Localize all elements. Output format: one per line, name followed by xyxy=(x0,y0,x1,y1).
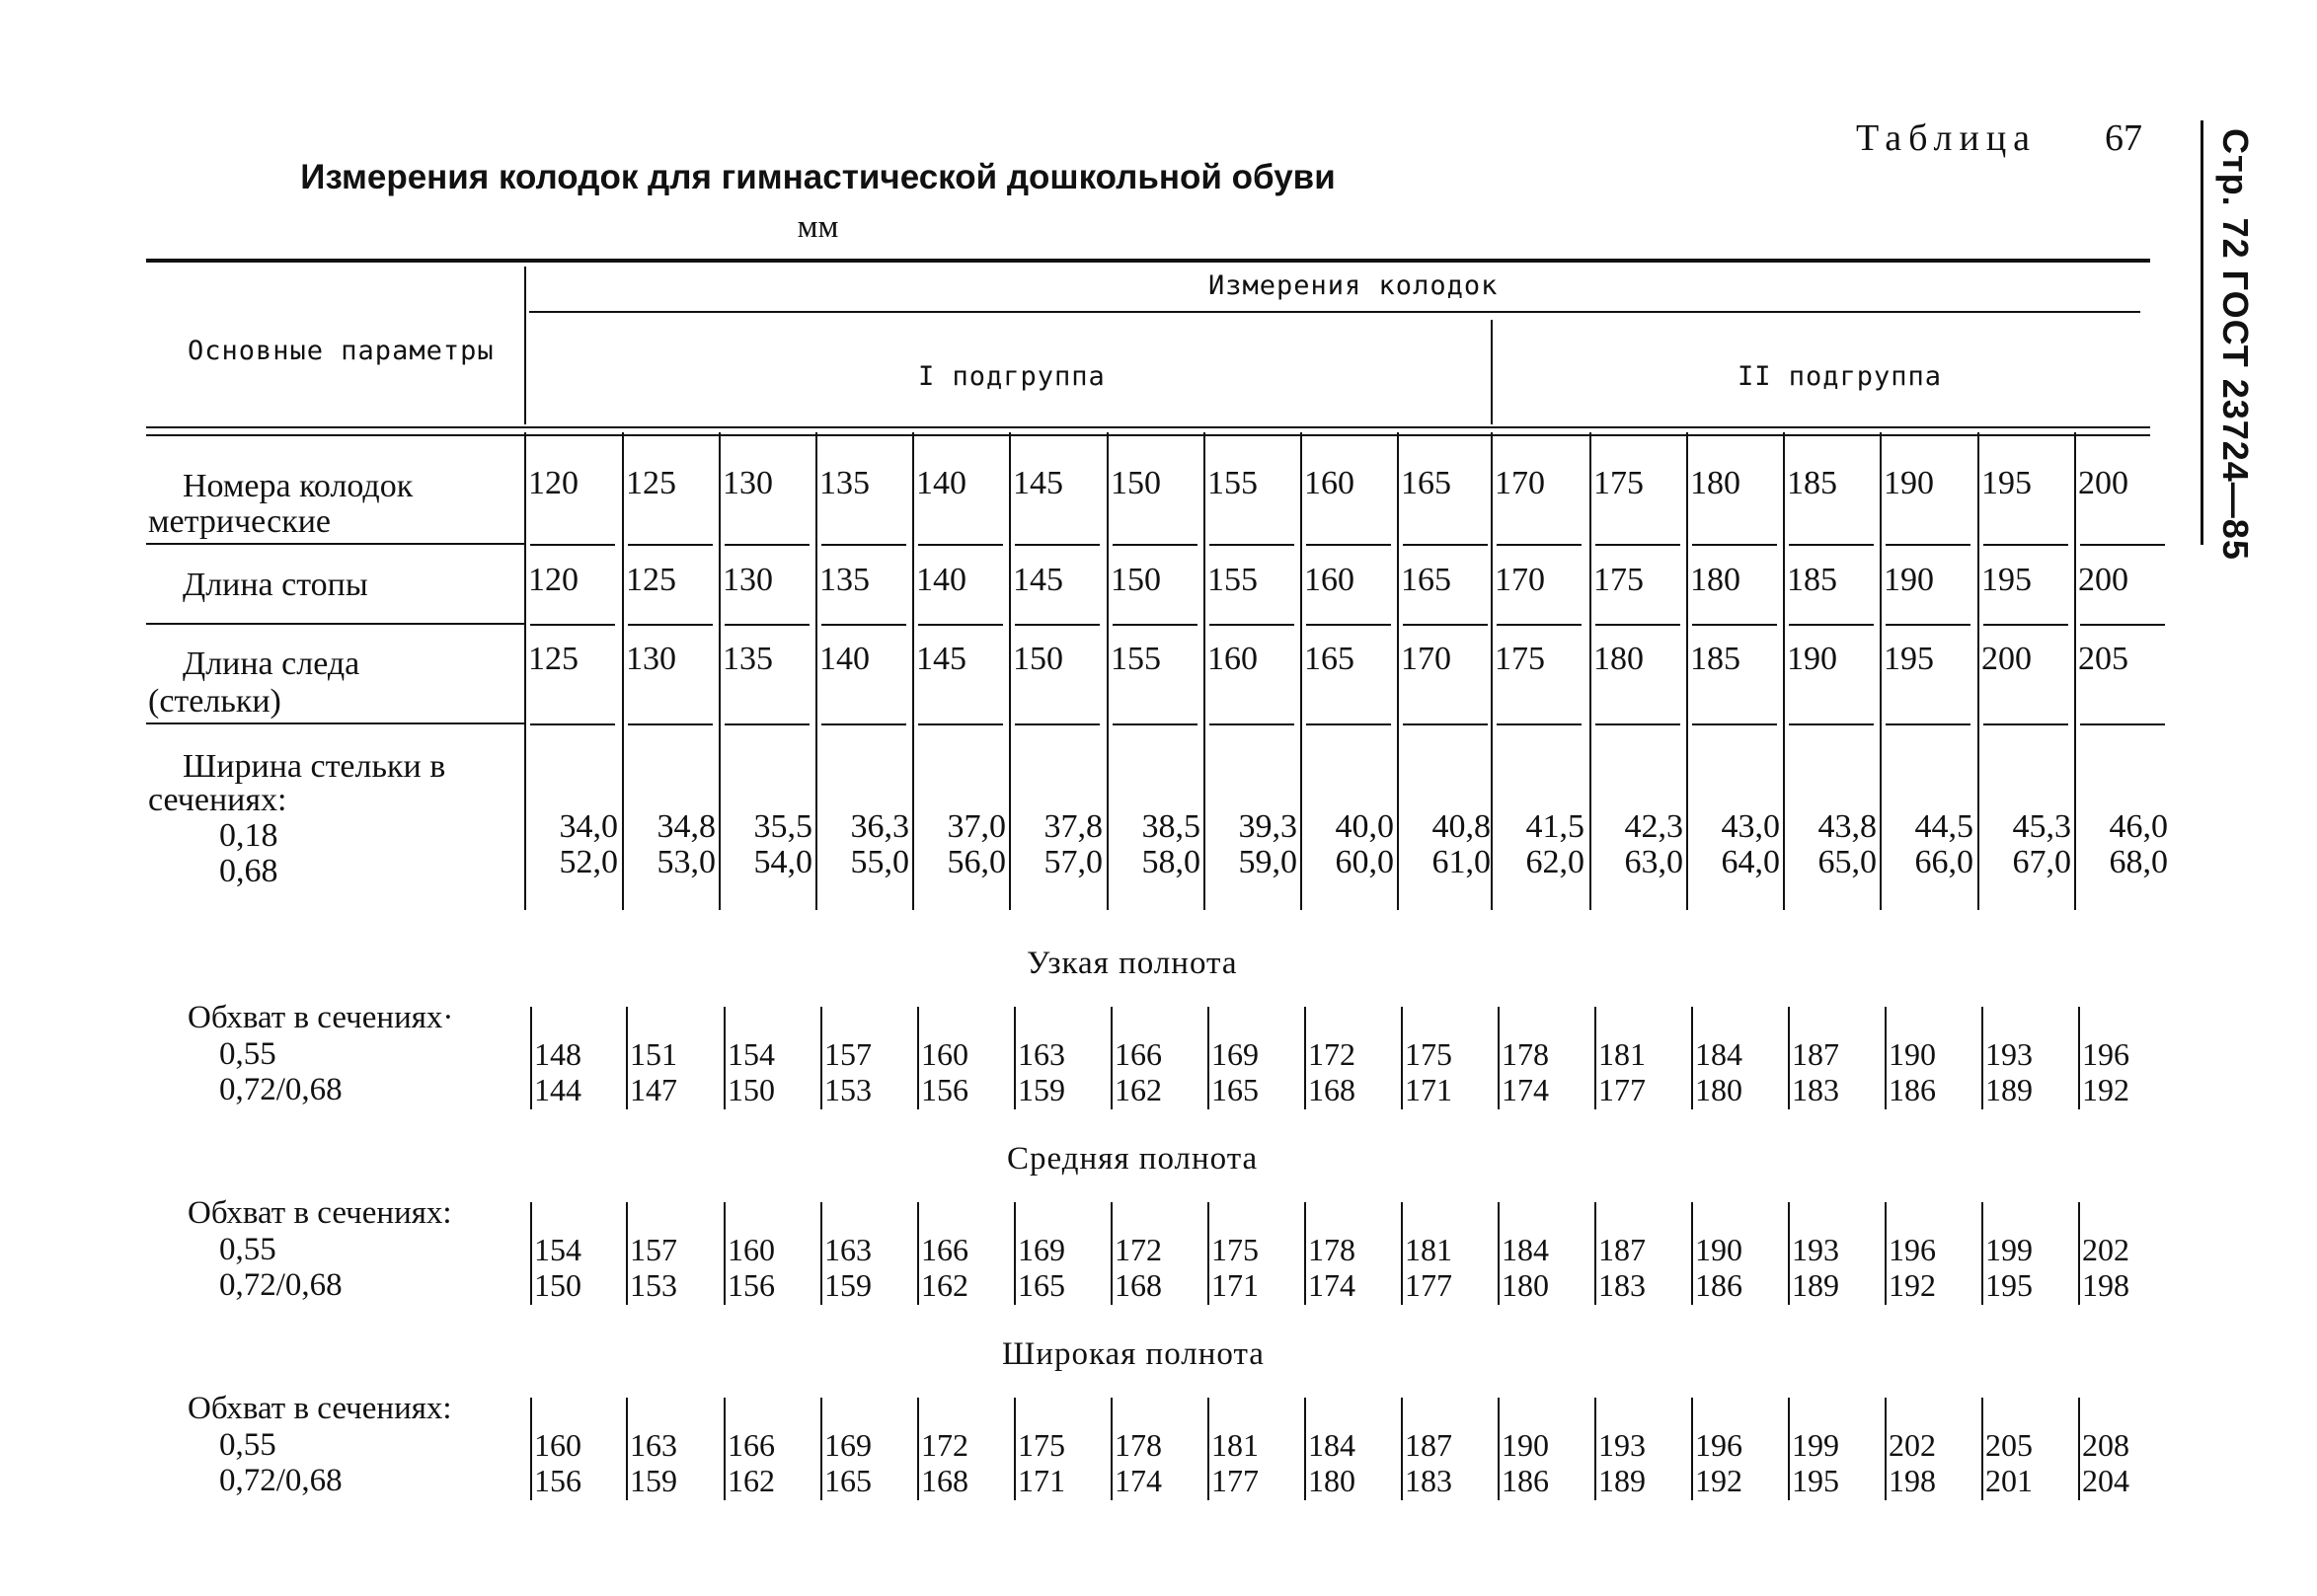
cell-rule xyxy=(918,723,1003,725)
cell-rule xyxy=(1403,544,1488,546)
table-label: Таблица xyxy=(1856,117,2038,159)
shirina-018-value: 35,5 xyxy=(753,808,812,845)
cell-rule xyxy=(530,544,615,546)
girth-value-055: 166 xyxy=(921,1232,968,1267)
shirina-068-value: 67,0 xyxy=(2012,844,2071,880)
girth-value-072: 180 xyxy=(1695,1072,1742,1107)
girth-value-055: 187 xyxy=(1792,1036,1839,1072)
dlina-stopy-value: 145 xyxy=(1013,562,1063,598)
girth-label: Обхват в сечениях· xyxy=(188,1000,454,1035)
girth-value-072: 186 xyxy=(1695,1267,1742,1303)
girth-value-072: 183 xyxy=(1405,1463,1452,1498)
dlina-stopy-value: 155 xyxy=(1207,562,1258,598)
row-rule-sleda xyxy=(146,722,524,724)
cell-rule xyxy=(1306,723,1391,725)
girth-value-055: 166 xyxy=(1115,1036,1162,1072)
girth-value-072: 195 xyxy=(1985,1267,2033,1303)
girth-value-055: 178 xyxy=(1308,1232,1355,1267)
girth-value-055: 196 xyxy=(1889,1232,1936,1267)
dlina-sleda-value: 135 xyxy=(723,641,773,677)
nomer-value: 185 xyxy=(1787,465,1837,501)
girth-value-055: 169 xyxy=(1211,1036,1259,1072)
girth-value-055: 184 xyxy=(1502,1232,1549,1267)
shirina-068-value: 66,0 xyxy=(1914,844,1973,880)
cell-rule xyxy=(1497,624,1582,626)
nomer-value: 120 xyxy=(528,465,579,501)
girth-value-055: 157 xyxy=(630,1232,677,1267)
girth-label-072: 0,72/0,68 xyxy=(219,1463,343,1498)
dlina-sleda-value: 205 xyxy=(2078,641,2128,677)
cell-rule xyxy=(628,723,713,725)
girth-value-072: 192 xyxy=(2082,1072,2129,1107)
dlina-stopy-value: 165 xyxy=(1401,562,1451,598)
section-title: Узкая полнота xyxy=(1027,946,1238,981)
cell-rule xyxy=(2080,624,2165,626)
cell-rule xyxy=(1209,624,1294,626)
girth-value-055: 172 xyxy=(1308,1036,1355,1072)
dlina-stopy-value: 135 xyxy=(819,562,870,598)
girth-value-072: 165 xyxy=(1211,1072,1259,1107)
cell-rule xyxy=(1015,624,1100,626)
girth-value-055: 148 xyxy=(534,1036,581,1072)
row-label-nomer-2: метрические xyxy=(148,503,332,540)
girth-value-072: 183 xyxy=(1598,1267,1646,1303)
cell-rule xyxy=(1789,624,1874,626)
girth-value-072: 147 xyxy=(630,1072,677,1107)
dlina-sleda-value: 195 xyxy=(1884,641,1934,677)
cell-rule xyxy=(2080,723,2165,725)
dlina-sleda-value: 185 xyxy=(1690,641,1740,677)
cell-rule xyxy=(918,544,1003,546)
nomer-value: 165 xyxy=(1401,465,1451,501)
girth-value-072: 189 xyxy=(1792,1267,1839,1303)
nomer-value: 135 xyxy=(819,465,870,501)
girth-value-072: 174 xyxy=(1115,1463,1162,1498)
nomer-value: 190 xyxy=(1884,465,1934,501)
dlina-stopy-value: 180 xyxy=(1690,562,1740,598)
girth-value-055: 175 xyxy=(1018,1427,1065,1463)
shirina-018-value: 40,8 xyxy=(1431,808,1491,845)
girth-value-055: 169 xyxy=(824,1427,872,1463)
row-label-shirina-2: сечениях: xyxy=(148,782,287,818)
table-number: 67 xyxy=(2105,117,2142,159)
cell-rule xyxy=(1497,723,1582,725)
section-title: Широкая полнота xyxy=(1002,1336,1265,1372)
nomer-value: 170 xyxy=(1495,465,1545,501)
dlina-stopy-value: 190 xyxy=(1884,562,1934,598)
shirina-018-value: 39,3 xyxy=(1238,808,1297,845)
girth-value-072: 177 xyxy=(1211,1463,1259,1498)
shirina-068-value: 63,0 xyxy=(1624,844,1683,880)
cell-rule xyxy=(1306,544,1391,546)
girth-value-055: 163 xyxy=(1018,1036,1065,1072)
row-label-shirina-068: 0,68 xyxy=(219,853,278,889)
cell-rule xyxy=(821,723,906,725)
girth-value-055: 199 xyxy=(1985,1232,2033,1267)
girth-value-072: 186 xyxy=(1502,1463,1549,1498)
side-rule xyxy=(2201,120,2203,545)
girth-value-072: 144 xyxy=(534,1072,581,1107)
girth-value-072: 162 xyxy=(728,1463,775,1498)
girth-value-055: 187 xyxy=(1405,1427,1452,1463)
girth-value-055: 175 xyxy=(1405,1036,1452,1072)
girth-value-072: 198 xyxy=(2082,1267,2129,1303)
girth-value-055: 172 xyxy=(1115,1232,1162,1267)
cell-rule xyxy=(1886,624,1970,626)
girth-label-055: 0,55 xyxy=(219,1036,276,1072)
girth-value-055: 199 xyxy=(1792,1427,1839,1463)
girth-value-072: 177 xyxy=(1598,1072,1646,1107)
shirina-068-value: 64,0 xyxy=(1721,844,1780,880)
subgroup-1-header: I подгруппа xyxy=(918,361,1106,392)
group-rule xyxy=(529,311,2140,313)
nomer-value: 140 xyxy=(916,465,966,501)
shirina-068-value: 54,0 xyxy=(753,844,812,880)
nomer-value: 125 xyxy=(626,465,676,501)
nomer-value: 150 xyxy=(1111,465,1161,501)
cell-rule xyxy=(1983,544,2068,546)
dlina-stopy-value: 140 xyxy=(916,562,966,598)
cell-rule xyxy=(1595,544,1680,546)
dlina-sleda-value: 200 xyxy=(1981,641,2032,677)
shirina-068-value: 55,0 xyxy=(850,844,909,880)
nomer-value: 175 xyxy=(1593,465,1644,501)
girth-value-055: 151 xyxy=(630,1036,677,1072)
girth-value-055: 169 xyxy=(1018,1232,1065,1267)
cell-rule xyxy=(1209,544,1294,546)
dlina-stopy-value: 130 xyxy=(723,562,773,598)
cell-rule xyxy=(1015,723,1100,725)
girth-value-072: 201 xyxy=(1985,1463,2033,1498)
cell-rule xyxy=(821,624,906,626)
dlina-stopy-value: 160 xyxy=(1304,562,1354,598)
girth-value-055: 181 xyxy=(1598,1036,1646,1072)
dlina-sleda-value: 190 xyxy=(1787,641,1837,677)
girth-label-072: 0,72/0,68 xyxy=(219,1072,343,1107)
girth-value-072: 183 xyxy=(1792,1072,1839,1107)
cell-rule xyxy=(1983,723,2068,725)
girth-value-072: 171 xyxy=(1018,1463,1065,1498)
girth-value-055: 175 xyxy=(1211,1232,1259,1267)
shirina-018-value: 37,8 xyxy=(1043,808,1103,845)
girth-value-072: 156 xyxy=(921,1072,968,1107)
dlina-sleda-value: 130 xyxy=(626,641,676,677)
cell-rule xyxy=(1403,723,1488,725)
girth-value-055: 184 xyxy=(1695,1036,1742,1072)
girth-value-072: 153 xyxy=(824,1072,872,1107)
shirina-018-value: 42,3 xyxy=(1624,808,1683,845)
girth-value-072: 174 xyxy=(1502,1072,1549,1107)
cell-rule xyxy=(1209,723,1294,725)
girth-value-055: 208 xyxy=(2082,1427,2129,1463)
girth-value-072: 162 xyxy=(921,1267,968,1303)
girth-value-055: 205 xyxy=(1985,1427,2033,1463)
girth-value-055: 184 xyxy=(1308,1427,1355,1463)
cell-rule xyxy=(530,723,615,725)
side-stamp: Стр. 72 ГОСТ 23724—85 xyxy=(2215,128,2256,561)
girth-label: Обхват в сечениях: xyxy=(188,1391,452,1426)
girth-value-072: 189 xyxy=(1985,1072,2033,1107)
row-label-nomer: Номера колодок xyxy=(183,468,414,504)
girth-value-055: 154 xyxy=(728,1036,775,1072)
nomer-value: 145 xyxy=(1013,465,1063,501)
girth-label-055: 0,55 xyxy=(219,1427,276,1463)
param-header: Основные параметры xyxy=(188,336,495,366)
shirina-018-value: 37,0 xyxy=(947,808,1006,845)
girth-value-072: 165 xyxy=(824,1463,872,1498)
girth-value-072: 159 xyxy=(1018,1072,1065,1107)
cell-rule xyxy=(1595,723,1680,725)
dlina-sleda-value: 140 xyxy=(819,641,870,677)
cell-rule xyxy=(1595,624,1680,626)
cell-rule xyxy=(1692,723,1777,725)
cell-rule xyxy=(725,624,810,626)
cell-rule xyxy=(2080,544,2165,546)
dlina-stopy-value: 200 xyxy=(2078,562,2128,598)
row-label-dlina-sleda: Длина следа xyxy=(183,646,360,682)
dlina-sleda-value: 175 xyxy=(1495,641,1545,677)
unit-label: мм xyxy=(797,209,839,245)
shirina-018-value: 46,0 xyxy=(2109,808,2168,845)
cell-rule xyxy=(1306,624,1391,626)
nomer-value: 195 xyxy=(1981,465,2032,501)
shirina-068-value: 61,0 xyxy=(1431,844,1491,880)
girth-value-072: 159 xyxy=(630,1463,677,1498)
section-title: Средняя полнота xyxy=(1007,1141,1259,1177)
girth-value-055: 172 xyxy=(921,1427,968,1463)
dlina-sleda-value: 180 xyxy=(1593,641,1644,677)
row-label-shirina: Ширина стельки в xyxy=(183,748,446,785)
shirina-018-value: 44,5 xyxy=(1914,808,1973,845)
girth-value-072: 156 xyxy=(728,1267,775,1303)
girth-value-055: 166 xyxy=(728,1427,775,1463)
girth-value-072: 150 xyxy=(728,1072,775,1107)
girth-value-072: 186 xyxy=(1889,1072,1936,1107)
girth-value-072: 177 xyxy=(1405,1267,1452,1303)
shirina-068-value: 60,0 xyxy=(1335,844,1394,880)
girth-value-055: 193 xyxy=(1792,1232,1839,1267)
girth-value-055: 190 xyxy=(1695,1232,1742,1267)
girth-value-072: 168 xyxy=(921,1463,968,1498)
girth-value-072: 195 xyxy=(1792,1463,1839,1498)
shirina-068-value: 57,0 xyxy=(1043,844,1103,880)
girth-label: Обхват в сечениях: xyxy=(188,1195,452,1231)
girth-value-072: 174 xyxy=(1308,1267,1355,1303)
head-bottom-rule-2 xyxy=(146,434,2150,436)
cell-rule xyxy=(1886,544,1970,546)
cell-rule xyxy=(1983,624,2068,626)
shirina-018-value: 45,3 xyxy=(2012,808,2071,845)
girth-value-055: 181 xyxy=(1405,1232,1452,1267)
dlina-sleda-value: 170 xyxy=(1401,641,1451,677)
shirina-068-value: 68,0 xyxy=(2109,844,2168,880)
girth-value-072: 204 xyxy=(2082,1463,2129,1498)
dlina-stopy-value: 150 xyxy=(1111,562,1161,598)
nomer-value: 155 xyxy=(1207,465,1258,501)
cell-rule xyxy=(1113,544,1197,546)
cell-rule xyxy=(530,624,615,626)
cell-rule xyxy=(1692,544,1777,546)
dlina-stopy-value: 170 xyxy=(1495,562,1545,598)
girth-value-055: 163 xyxy=(824,1232,872,1267)
row-label-dlina-sleda-2: (стельки) xyxy=(148,683,281,720)
girth-value-055: 163 xyxy=(630,1427,677,1463)
girth-value-055: 193 xyxy=(1985,1036,2033,1072)
shirina-068-value: 59,0 xyxy=(1238,844,1297,880)
shirina-018-value: 34,8 xyxy=(656,808,716,845)
cell-rule xyxy=(1497,544,1582,546)
girth-value-055: 157 xyxy=(824,1036,872,1072)
cell-rule xyxy=(1789,544,1874,546)
row-label-dlina-stopy: Длина стопы xyxy=(183,567,368,603)
cell-rule xyxy=(1789,723,1874,725)
shirina-018-value: 41,5 xyxy=(1525,808,1584,845)
dlina-sleda-value: 160 xyxy=(1207,641,1258,677)
girth-value-072: 192 xyxy=(1695,1463,1742,1498)
girth-value-055: 193 xyxy=(1598,1427,1646,1463)
cell-rule xyxy=(821,544,906,546)
girth-value-072: 171 xyxy=(1211,1267,1259,1303)
girth-value-055: 178 xyxy=(1115,1427,1162,1463)
subgroup-divider xyxy=(1491,320,1493,424)
shirina-068-value: 53,0 xyxy=(656,844,716,880)
nomer-value: 160 xyxy=(1304,465,1354,501)
girth-value-072: 198 xyxy=(1889,1463,1936,1498)
girth-value-072: 159 xyxy=(824,1267,872,1303)
cell-rule xyxy=(725,723,810,725)
cell-rule xyxy=(1015,544,1100,546)
cell-rule xyxy=(1886,723,1970,725)
top-rule xyxy=(146,259,2150,263)
girth-label-072: 0,72/0,68 xyxy=(219,1267,343,1303)
dlina-stopy-value: 185 xyxy=(1787,562,1837,598)
cell-rule xyxy=(725,544,810,546)
nomer-value: 180 xyxy=(1690,465,1740,501)
nomer-value: 200 xyxy=(2078,465,2128,501)
girth-value-055: 202 xyxy=(2082,1232,2129,1267)
dlina-stopy-value: 175 xyxy=(1593,562,1644,598)
shirina-068-value: 56,0 xyxy=(947,844,1006,880)
dlina-sleda-value: 165 xyxy=(1304,641,1354,677)
cell-rule xyxy=(628,544,713,546)
girth-value-055: 196 xyxy=(2082,1036,2129,1072)
shirina-068-value: 58,0 xyxy=(1141,844,1200,880)
shirina-018-value: 36,3 xyxy=(850,808,909,845)
girth-value-072: 153 xyxy=(630,1267,677,1303)
head-bottom-rule-1 xyxy=(146,426,2150,428)
cell-rule xyxy=(1692,624,1777,626)
group-header: Измерения колодок xyxy=(1208,270,1499,301)
header-divider xyxy=(524,266,526,424)
shirina-068-value: 52,0 xyxy=(559,844,618,880)
girth-value-055: 187 xyxy=(1598,1232,1646,1267)
shirina-018-value: 38,5 xyxy=(1141,808,1200,845)
cell-rule xyxy=(1113,723,1197,725)
shirina-018-value: 43,8 xyxy=(1817,808,1877,845)
girth-value-055: 196 xyxy=(1695,1427,1742,1463)
girth-value-072: 171 xyxy=(1405,1072,1452,1107)
girth-label-055: 0,55 xyxy=(219,1232,276,1267)
dlina-sleda-value: 145 xyxy=(916,641,966,677)
cell-rule xyxy=(628,624,713,626)
girth-value-072: 168 xyxy=(1115,1267,1162,1303)
dlina-stopy-value: 125 xyxy=(626,562,676,598)
dlina-stopy-value: 195 xyxy=(1981,562,2032,598)
dlina-sleda-value: 155 xyxy=(1111,641,1161,677)
row-rule-stopy xyxy=(146,623,524,625)
cell-rule xyxy=(1113,624,1197,626)
shirina-018-value: 43,0 xyxy=(1721,808,1780,845)
girth-value-072: 180 xyxy=(1308,1463,1355,1498)
girth-value-055: 181 xyxy=(1211,1427,1259,1463)
nomer-value: 130 xyxy=(723,465,773,501)
girth-value-072: 150 xyxy=(534,1267,581,1303)
girth-value-055: 154 xyxy=(534,1232,581,1267)
girth-value-055: 178 xyxy=(1502,1036,1549,1072)
girth-value-072: 162 xyxy=(1115,1072,1162,1107)
row-rule-nomer xyxy=(146,543,524,545)
dlina-stopy-value: 120 xyxy=(528,562,579,598)
girth-value-072: 156 xyxy=(534,1463,581,1498)
girth-value-055: 202 xyxy=(1889,1427,1936,1463)
shirina-018-value: 40,0 xyxy=(1335,808,1394,845)
shirina-068-value: 62,0 xyxy=(1525,844,1584,880)
girth-value-055: 160 xyxy=(728,1232,775,1267)
girth-value-055: 190 xyxy=(1502,1427,1549,1463)
girth-value-072: 192 xyxy=(1889,1267,1936,1303)
girth-value-055: 160 xyxy=(921,1036,968,1072)
girth-value-055: 190 xyxy=(1889,1036,1936,1072)
girth-value-072: 180 xyxy=(1502,1267,1549,1303)
shirina-068-value: 65,0 xyxy=(1817,844,1877,880)
girth-value-072: 189 xyxy=(1598,1463,1646,1498)
girth-value-072: 165 xyxy=(1018,1267,1065,1303)
row-label-shirina-018: 0,18 xyxy=(219,817,278,854)
page-title: Измерения колодок для гимнастической дошкольной обуви xyxy=(300,158,1336,196)
dlina-sleda-value: 125 xyxy=(528,641,579,677)
subgroup-2-header: II подгруппа xyxy=(1738,361,1943,392)
shirina-018-value: 34,0 xyxy=(559,808,618,845)
girth-value-055: 160 xyxy=(534,1427,581,1463)
dlina-sleda-value: 150 xyxy=(1013,641,1063,677)
cell-rule xyxy=(1403,624,1488,626)
cell-rule xyxy=(918,624,1003,626)
girth-value-072: 168 xyxy=(1308,1072,1355,1107)
